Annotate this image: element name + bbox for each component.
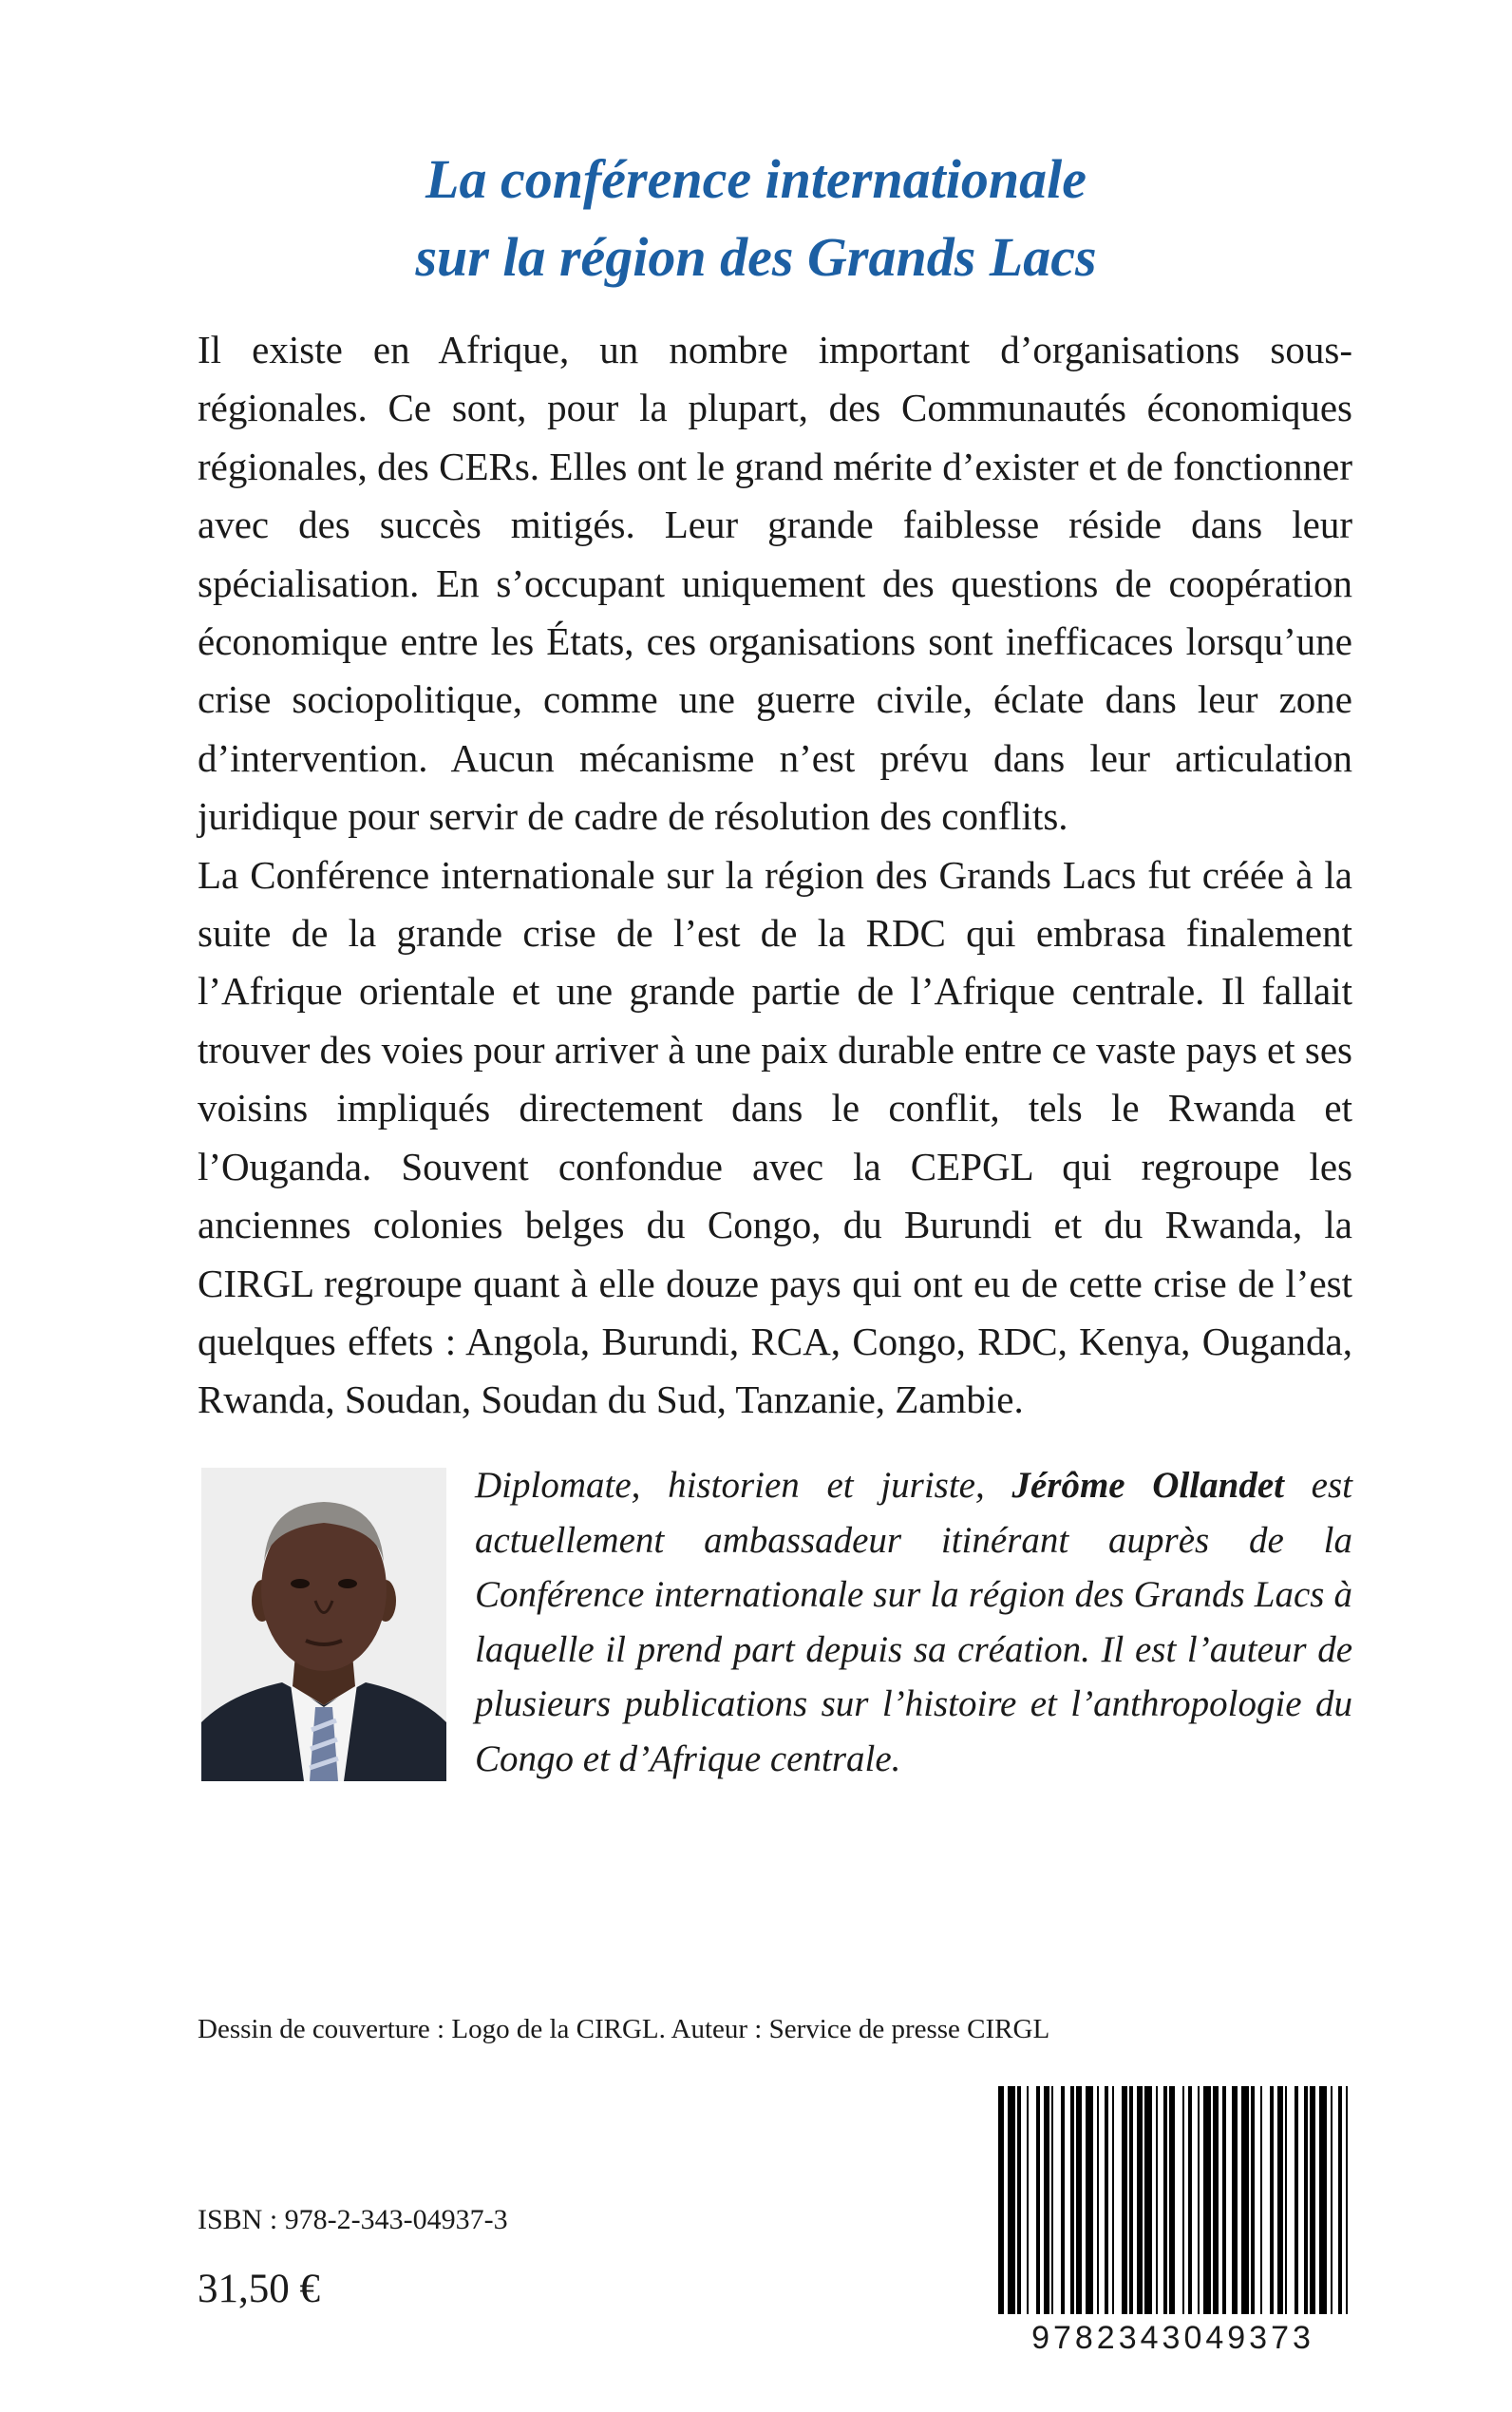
barcode-bar	[1169, 2086, 1175, 2314]
barcode-bar	[1137, 2086, 1143, 2314]
barcode-bar	[1188, 2086, 1192, 2314]
barcode-bar	[1144, 2086, 1152, 2314]
barcode-bar	[1122, 2086, 1127, 2314]
summary-paragraph-1: Il existe en Afrique, un nombre important d’organisations sous-régionales. Ce sont, pour la plupart, des Communautés économiques régionales, des CERs. Elles ont le grand mérite d’exister et de fonctionner avec des succès mitigés. Leur grande faiblesse réside dans leur spécialisation. En s’occupant uniquement des questions de coopération économique entre les États, ces organisations sont inefficaces lorsqu’une crise sociopolitique, comme une guerre civile, éclate dans leur zone d’intervention. Aucun mécanisme n’est prévu dans leur articulation juridique pour servir de cadre de résolution des conflits.	[198, 328, 1352, 839]
barcode-bar	[1295, 2086, 1298, 2314]
barcode-digits: 9782343049373	[1031, 2320, 1314, 2356]
barcode-bar	[1270, 2086, 1274, 2314]
barcode-bar	[1017, 2086, 1021, 2314]
barcode-bar	[1182, 2086, 1184, 2314]
barcode-bar	[1076, 2086, 1082, 2314]
author-photo	[201, 1468, 446, 1781]
barcode-bar	[1061, 2086, 1065, 2314]
barcode-bar	[1027, 2086, 1029, 2314]
barcode-bar	[998, 2086, 1004, 2314]
barcode-bar	[1156, 2086, 1158, 2314]
barcode-bar	[1203, 2086, 1211, 2314]
barcode-bar	[1036, 2086, 1040, 2314]
bio-suffix: est actuellement ambassadeur itinérant auprès de la Conférence internationale sur la région des Grands Lacs à laquelle il prend part depuis sa création. Il est l’auteur de plusieurs publications sur l’histoire et l’anthropologie du Congo et d’Afrique centrale.	[475, 1465, 1352, 1779]
barcode-bar	[1070, 2086, 1074, 2314]
barcode-bar	[1051, 2086, 1053, 2314]
book-title	[0, 141, 1512, 296]
barcode-bar	[1285, 2086, 1287, 2314]
barcode-bar	[1304, 2086, 1308, 2314]
cover-credits: Dessin de couverture : Logo de la CIRGL. Auteur : Service de presse CIRGL	[198, 2014, 1050, 2044]
barcode-bar	[1260, 2086, 1262, 2314]
barcode-bar	[1251, 2086, 1255, 2314]
summary-paragraph-2: La Conférence internationale sur la région des Grands Lacs fut créée à la suite de la grande crise de l’est de la RDC qui embrasa finalement l’Afrique orientale et une grande partie de l’Afrique centrale. Il fallait trouver des voies pour arriver à une paix durable entre ce vaste pays et ses voisins impliqués directement dans le conflit, tels le Rwanda et l’Ouganda. Souvent confondue avec la CEPGL qui regroupe les anciennes colonies belges du Congo, du Burundi et du Rwanda, la CIRGL regroupe quant à elle douze pays qui ont eu de cette crise de l’est quelques effets : Angola, Burundi, RCA, Congo, RDC, Kenya, Ouganda, Rwanda, Soudan, Soudan du Sud, Tanzanie, Zambie.	[198, 852, 1352, 1422]
barcode-bar	[1319, 2086, 1327, 2314]
barcode-bar	[1331, 2086, 1332, 2314]
barcode-bar	[1105, 2086, 1108, 2314]
title-line-1: La conférence internationale	[425, 148, 1087, 210]
barcode-bar	[1163, 2086, 1167, 2314]
bio-prefix: Diplomate, historien et juriste,	[475, 1465, 1012, 1506]
summary-text	[198, 321, 1352, 1430]
barcode-bar	[1129, 2086, 1133, 2314]
barcode-bar	[1044, 2086, 1049, 2314]
price: 31,50 €	[198, 2267, 320, 2311]
barcode-bar	[1112, 2086, 1114, 2314]
title-line-2: sur la région des Grands Lacs	[415, 226, 1097, 288]
barcode-bar	[1222, 2086, 1226, 2314]
barcode-bar	[1198, 2086, 1200, 2314]
barcode-bar	[1232, 2086, 1238, 2314]
author-name: Jérôme Ollandet	[1011, 1465, 1284, 1506]
author-bio	[475, 1458, 1352, 1786]
barcode-bar	[1008, 2086, 1015, 2314]
barcode	[992, 2086, 1353, 2314]
barcode-bar	[1277, 2086, 1283, 2314]
barcode-bar	[1338, 2086, 1342, 2314]
barcode-bar	[1086, 2086, 1093, 2314]
barcode-bar	[1241, 2086, 1249, 2314]
barcode-bar	[1346, 2086, 1348, 2314]
barcode-bar	[1213, 2086, 1219, 2314]
barcode-bar	[1310, 2086, 1315, 2314]
author-portrait-image	[201, 1468, 446, 1781]
barcode-bar	[1097, 2086, 1099, 2314]
isbn: ISBN : 978-2-343-04937-3	[198, 2204, 508, 2235]
